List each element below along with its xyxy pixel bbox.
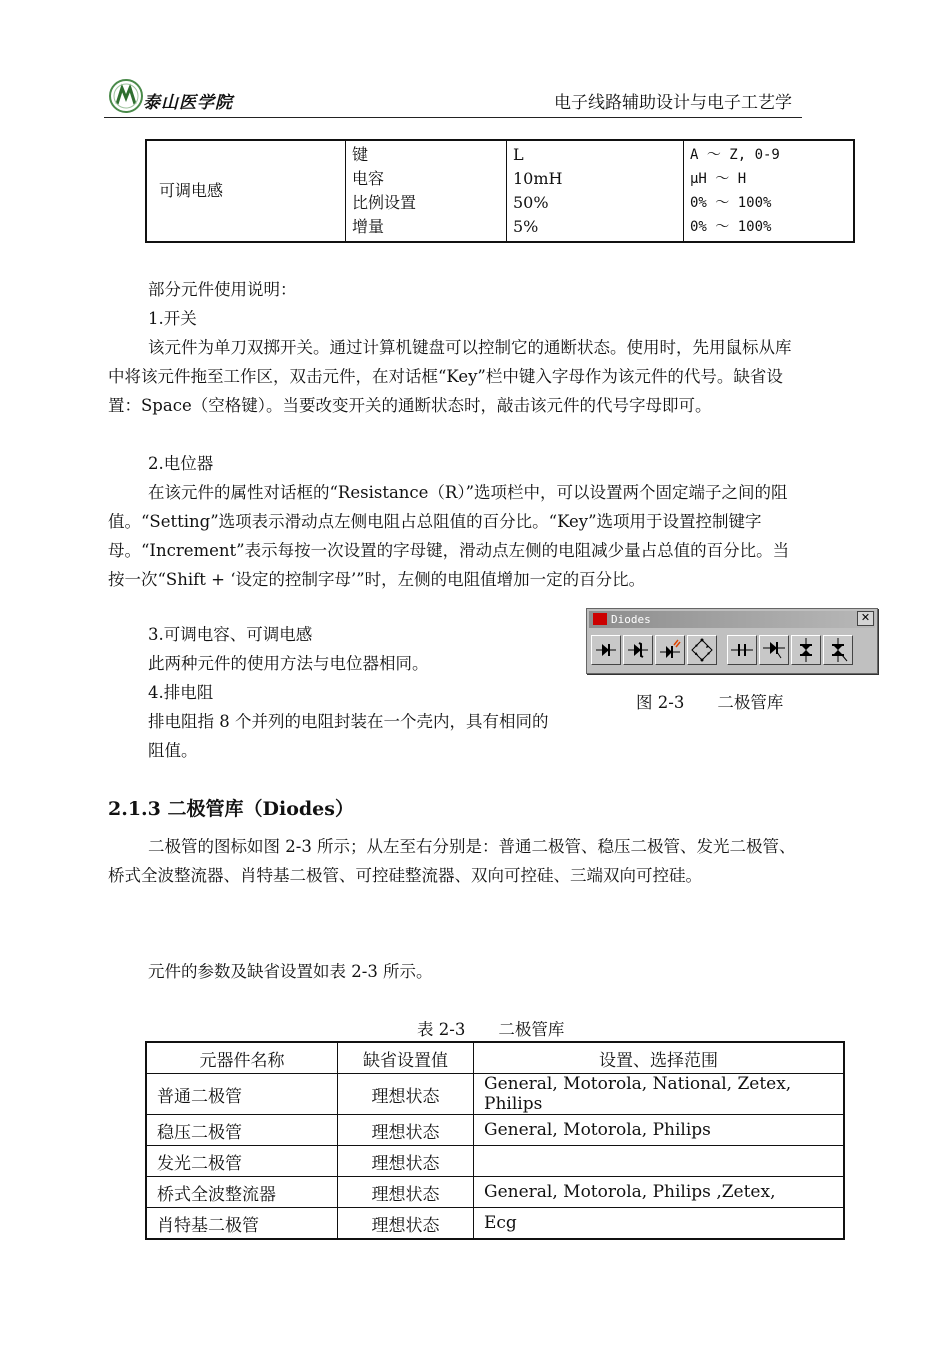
component-cell: 普通二极管 — [146, 1074, 338, 1115]
window-titlebar — [589, 611, 875, 628]
default-cell: 理想状态 — [338, 1146, 474, 1177]
section-1-text: 该元件为单刀双掷开关。通过计算机键盘可以控制它的通断状态。使用时，先用鼠标从库中将该元件拖至工作区，双击元件，在对话框“Key”栏中键入字母作为该元件的代号。缺省设置：Space（空格键）。当要改变开关的通断状态时，敲击该元件的代号字母即可。 — [108, 338, 792, 415]
book-title: 电子线路辅助设计与电子工艺学 — [554, 93, 792, 113]
inductor-params-table — [145, 139, 855, 243]
section-heading: 2.1.3 二极管库（Diodes） — [108, 798, 354, 820]
component-cell: 肖特基二极管 — [146, 1208, 338, 1240]
section-1-title: 1.开关 — [148, 309, 197, 328]
default-value: L — [513, 145, 524, 164]
diac-icon — [792, 636, 820, 664]
component-cell: 稳压二极管 — [146, 1115, 338, 1146]
section-2-text: 在该元件的属性对话框的“Resistance（R）”选项栏中，可以设置两个固定端子之间的阻值。“Setting”选项表示滑动点左侧电阻占总阻值的百分比。“Key”选项用于设置控制键字母。“Increment”表示每按一次设置的字母键，滑动点左侧的电阻减少量占总值的百分比。当按一次“Shift + ‘设定的控制字母’”时，左侧的电阻值增加一定的百分比。 — [108, 483, 790, 589]
diode-button[interactable] — [591, 635, 621, 665]
school-logo-icon — [108, 78, 144, 114]
bridge-rectifier-icon — [688, 636, 716, 664]
default-cell: 理想状态 — [338, 1208, 474, 1240]
table-row — [146, 1074, 844, 1115]
app-icon — [593, 613, 607, 625]
range-value: 0% ～ 100% — [690, 219, 772, 235]
section-3-title: 3.可调电容、可调电感 — [148, 625, 313, 644]
window-title: Diodes — [611, 613, 651, 626]
diode-button-row — [591, 635, 855, 669]
section-4-title: 4.排电阻 — [148, 683, 214, 702]
param-names-cell — [346, 140, 507, 242]
component-name: 可调电感 — [146, 140, 346, 242]
diodes-table — [145, 1041, 845, 1240]
column-header: 缺省设置值 — [338, 1042, 474, 1074]
triac-button[interactable] — [823, 635, 853, 665]
header-divider — [104, 117, 802, 118]
scr-button[interactable] — [759, 635, 789, 665]
range-value: 0% ～ 100% — [690, 195, 772, 211]
range-cell: General, Motorola, Philips ,Zetex, — [474, 1177, 845, 1208]
component-cell: 桥式全波整流器 — [146, 1177, 338, 1208]
section-2-title: 2.电位器 — [148, 454, 214, 473]
triac-icon — [824, 636, 852, 664]
range-cell: General, Motorola, National, Zetex, Philips — [474, 1074, 845, 1115]
range-cell — [474, 1146, 845, 1177]
school-name: 泰山医学院 — [143, 93, 233, 113]
default-value: 10mH — [513, 169, 563, 188]
default-value: 50% — [513, 193, 549, 212]
param-name: 增量 — [352, 217, 385, 236]
range-cell: General, Motorola, Philips — [474, 1115, 845, 1146]
figure-caption: 图 2-3 二极管库 — [636, 693, 784, 712]
default-cell: 理想状态 — [338, 1074, 474, 1115]
param-name: 键 — [352, 145, 369, 164]
led-button[interactable] — [655, 635, 685, 665]
table-row — [146, 1115, 844, 1146]
section-3-text: 此两种元件的使用方法与电位器相同。 — [148, 654, 429, 673]
intro-text: 部分元件使用说明： — [148, 280, 297, 299]
section-4-text: 排电阻指 8 个并列的电阻封装在一个壳内，具有相同的阻值。 — [148, 712, 549, 760]
zener-diode-icon — [624, 636, 652, 664]
column-header: 元器件名称 — [146, 1042, 338, 1074]
table-row — [146, 1208, 844, 1240]
diac-button[interactable] — [791, 635, 821, 665]
param-name: 电容 — [352, 169, 385, 188]
component-cell: 发光二极管 — [146, 1146, 338, 1177]
param-name: 比例设置 — [352, 193, 417, 212]
bridge-rectifier-button[interactable] — [687, 635, 717, 665]
led-icon — [656, 636, 684, 664]
range-value: A ～ Z, 0-9 — [690, 147, 780, 163]
ranges-cell — [684, 140, 855, 242]
table-header-row — [146, 1042, 844, 1074]
defaults-cell — [507, 140, 684, 242]
diodes-toolbar-window — [586, 608, 878, 674]
default-value: 5% — [513, 217, 539, 236]
default-cell: 理想状态 — [338, 1177, 474, 1208]
section-paragraph-1: 二极管的图标如图 2-3 所示；从左至右分别是：普通二极管、稳压二极管、发光二极管、桥式全波整流器、肖特基二极管、可控硅整流器、双向可控硅、三端双向可控硅。 — [108, 837, 796, 885]
table-row — [146, 1146, 844, 1177]
zener-diode-button[interactable] — [623, 635, 653, 665]
section-paragraph-2: 元件的参数及缺省设置如表 2-3 所示。 — [148, 962, 433, 981]
schottky-diode-button[interactable] — [727, 635, 757, 665]
column-header: 设置、选择范围 — [474, 1042, 845, 1074]
scr-icon — [760, 636, 788, 664]
table-caption: 表 2-3 二极管库 — [417, 1020, 565, 1039]
default-cell: 理想状态 — [338, 1115, 474, 1146]
range-value: μH ～ H — [690, 171, 747, 187]
table-row — [146, 1177, 844, 1208]
range-cell: Ecg — [474, 1208, 845, 1240]
close-button[interactable]: ✕ — [857, 611, 874, 626]
schottky-diode-icon — [728, 636, 756, 664]
diode-icon — [592, 636, 620, 664]
